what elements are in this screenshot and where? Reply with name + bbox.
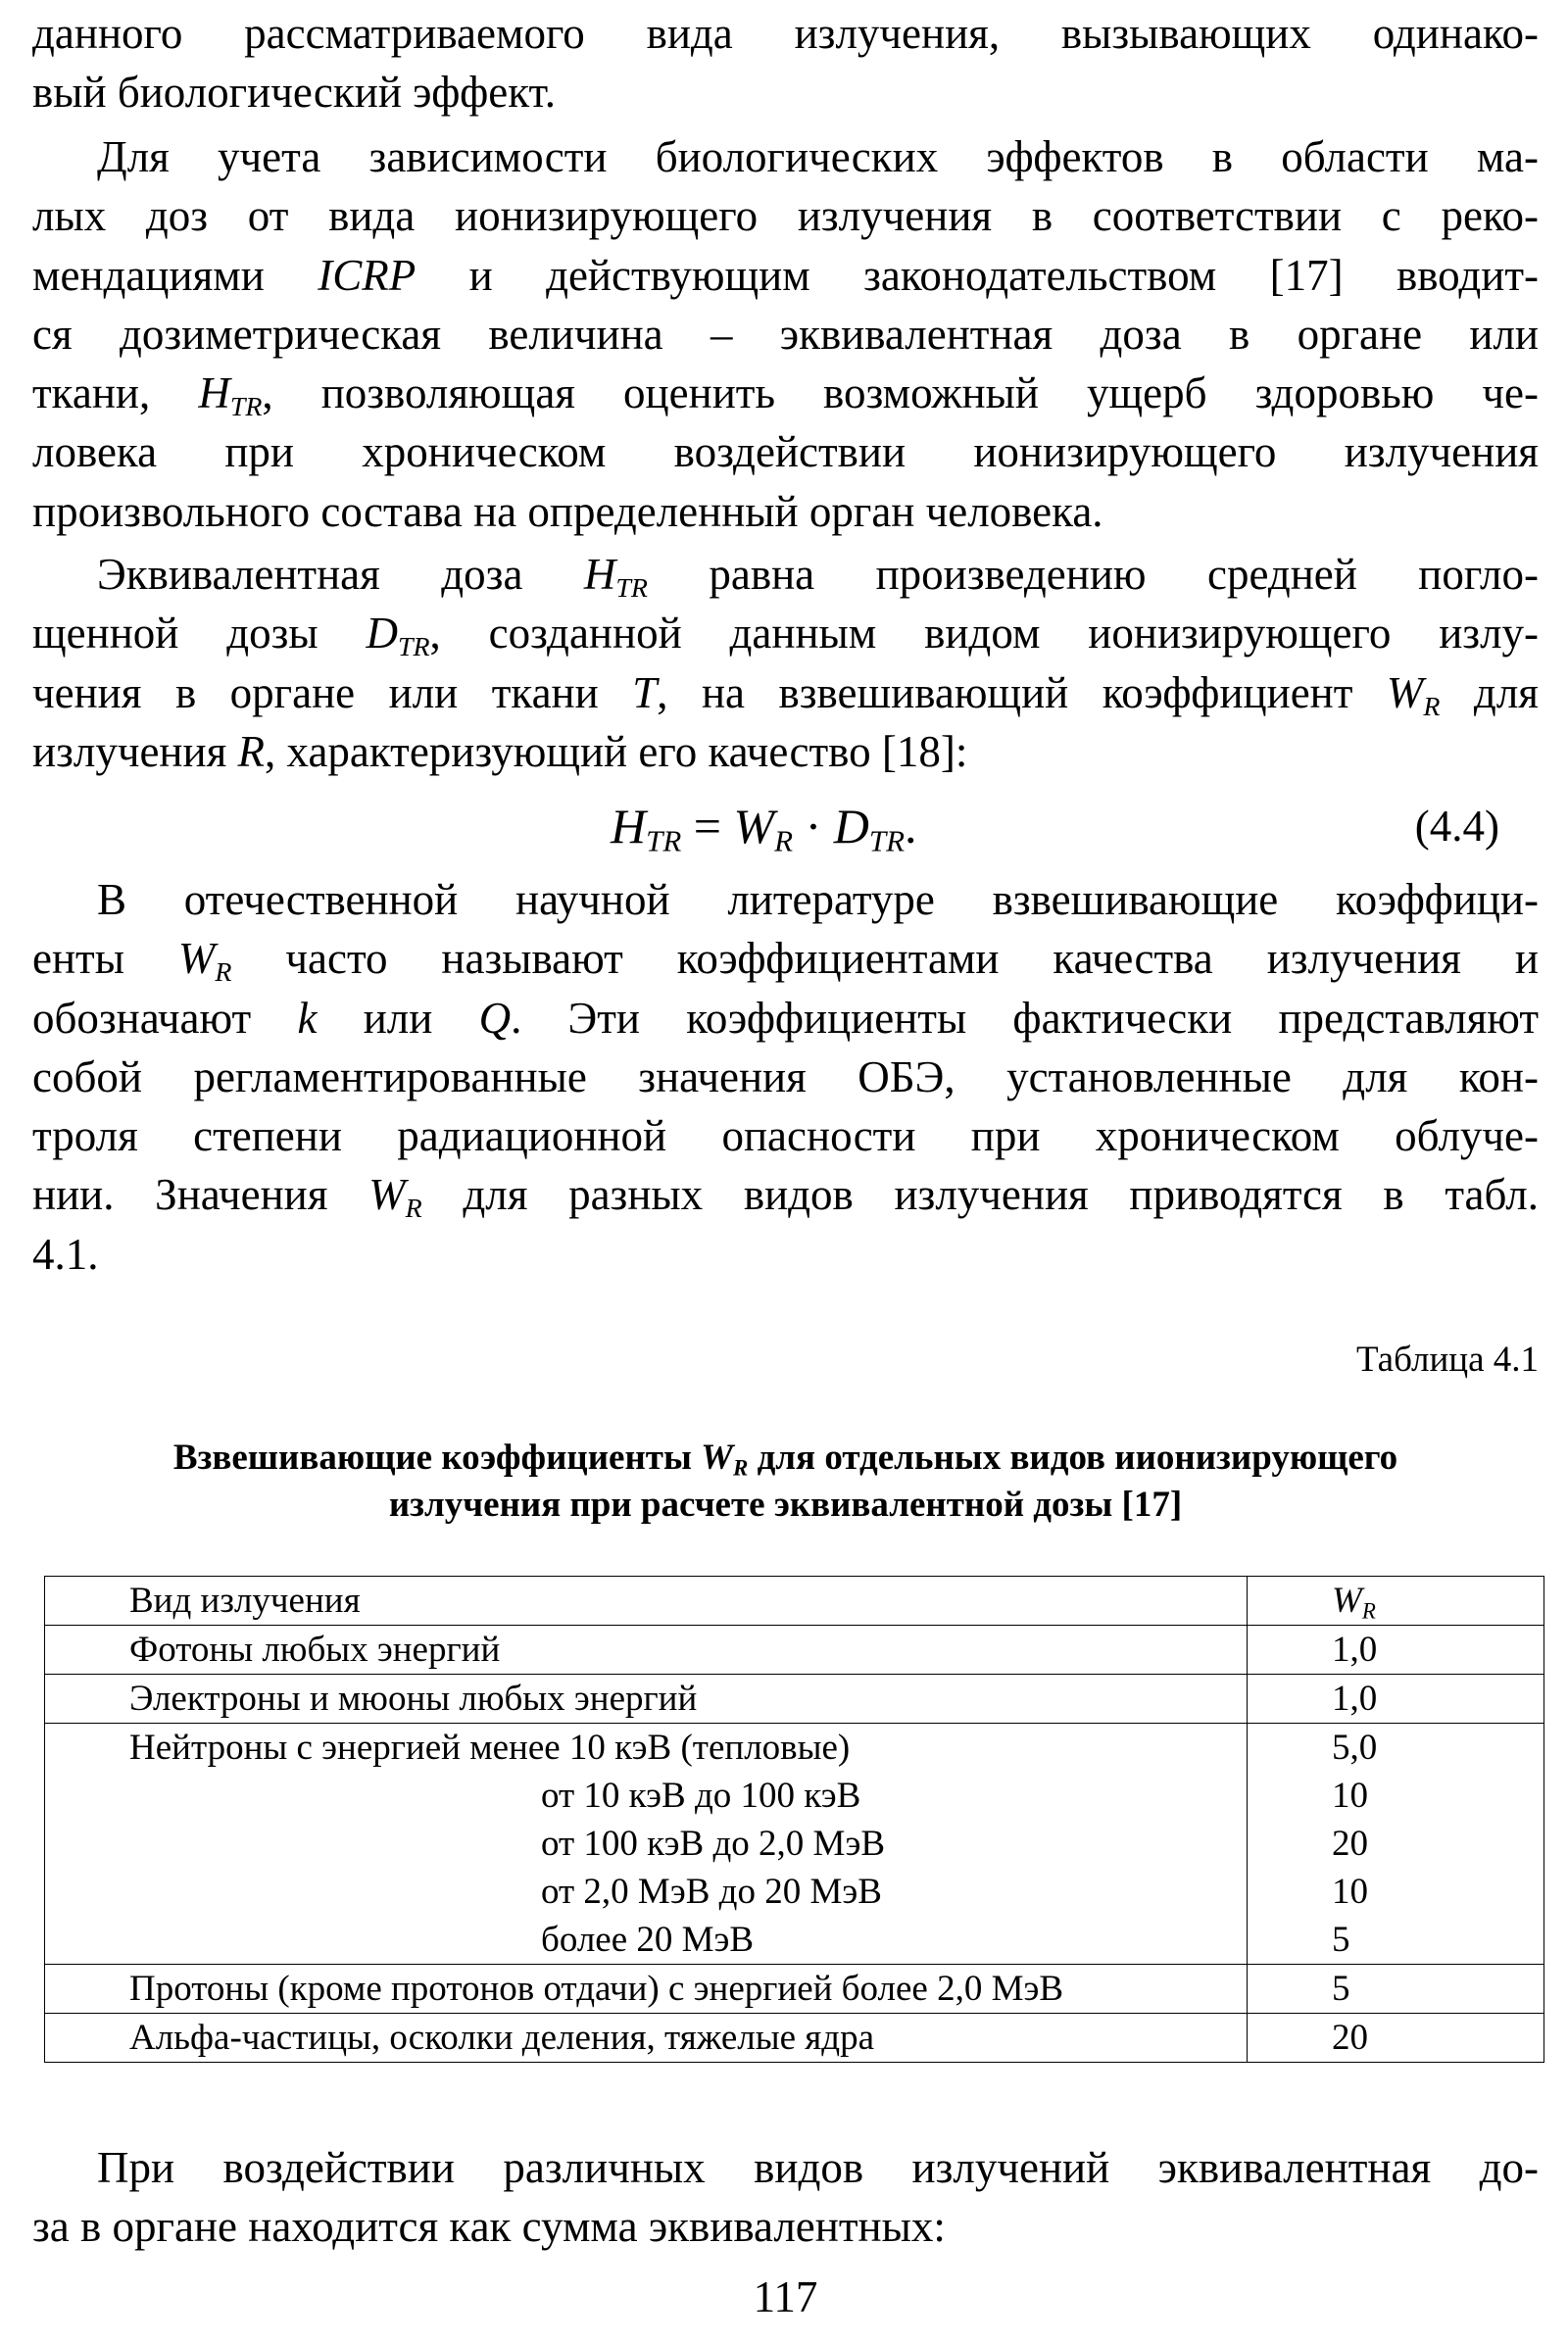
table-row <box>45 1675 1544 1724</box>
radiation-type-cell <box>45 1724 1248 1965</box>
text-line: В отечественной научной литературе взвешивающие коэффици- <box>97 875 1539 924</box>
table-title-line: Взвешивающие коэффициенты $W_R$ для отдельных видов иионизирующего <box>172 1438 1398 1481</box>
neutron-main-label: Нейтроны с энергией менее 10 кэВ (тепловые) <box>129 1728 851 1768</box>
radiation-type-cell: Протоны (кроме протонов отдачи) с энергией более 2,0 МэВ <box>45 1965 1248 2014</box>
wr-value-cell: 1,0 <box>1248 1675 1544 1724</box>
table-title <box>32 1435 1539 1529</box>
table-row <box>45 2014 1544 2063</box>
text-line: Эквивалентная доза $H_{TR}$ равна произведению средней погло- <box>97 550 1539 604</box>
paragraph-3 <box>32 545 1539 781</box>
text-line: нии. Значения $W_R$ для разных видов излучения приводятся в табл. <box>32 1170 1539 1225</box>
table-row <box>45 1626 1544 1675</box>
text-line: собой регламентированные значения ОБЭ, установленные для кон- <box>32 1051 1539 1101</box>
wr-value-cell: 5 <box>1248 1965 1544 2014</box>
text-line: При воздействии различных видов излучений эквивалентная до- <box>97 2143 1539 2192</box>
text-line: произвольного состава на определенный орган человека. <box>32 486 1103 536</box>
formula-number: (4.4) <box>1414 802 1499 851</box>
paragraph-4 <box>32 870 1539 1284</box>
paragraph-5 <box>32 2138 1539 2257</box>
text-line: 4.1. <box>32 1229 99 1279</box>
formula-4-4 <box>32 794 1539 858</box>
text-line: енты $W_R$ часто называют коэффициентами качества излучения и <box>32 934 1539 989</box>
wr-value-cell: 20 <box>1248 2014 1544 2063</box>
radiation-type-cell: Фотоны любых энергий <box>45 1626 1248 1675</box>
text-line: данного рассматриваемого вида излучения, вызывающих одинако- <box>32 9 1539 58</box>
table-row-neutrons <box>45 1724 1544 1965</box>
neutron-range-label: от 2,0 МэВ до 20 МэВ <box>541 1872 882 1912</box>
table-title-line: излучения при расчете эквивалентной дозы [17] <box>388 1485 1183 1525</box>
neutron-range-value: 10 <box>1332 1776 1368 1816</box>
table-row <box>45 1965 1544 2014</box>
header-radiation-type: Вид излучения <box>45 1577 1248 1626</box>
neutron-main-value: 5,0 <box>1332 1728 1378 1768</box>
formula-expression: $H_{TR} = W_R \cdot D_{TR}$. <box>611 799 917 858</box>
neutron-range-value: 5 <box>1332 1920 1350 1960</box>
table-header-row <box>45 1577 1544 1626</box>
radiation-type-cell: Электроны и мюоны любых энергий <box>45 1675 1248 1724</box>
table-caption-number: Таблица 4.1 <box>1356 1340 1539 1380</box>
neutron-range-value: 20 <box>1332 1824 1368 1864</box>
text-line: лых доз от вида ионизирующего излучения в соответствии с реко- <box>32 191 1539 241</box>
text-line: Для учета зависимости биологических эффектов в области ма- <box>97 132 1539 181</box>
neutron-range-label: от 100 кэВ до 2,0 МэВ <box>541 1824 886 1864</box>
text-line: щенной дозы $D_{TR}$, созданной данным видом ионизирующего излу- <box>32 609 1540 663</box>
text-line: обозначают k или Q. Эти коэффициенты фактически представляют <box>32 993 1539 1043</box>
text-line: ткани, $H_{TR}$, позволяющая оценить возможный ущерб здоровью че- <box>32 368 1540 422</box>
paragraph-2 <box>32 127 1539 541</box>
text-line: чения в органе или ткани T, на взвешивающий коэффициент $W_R$ для <box>32 667 1539 722</box>
neutron-range-label: от 10 кэВ до 100 кэВ <box>541 1776 861 1816</box>
header-wr: $W_R$ <box>1248 1577 1544 1626</box>
radiation-type-cell: Альфа-частицы, осколки деления, тяжелые ядра <box>45 2014 1248 2063</box>
page-number: 117 <box>753 2272 818 2321</box>
text-line: ловека при хроническом воздействии ионизирующего излучения <box>32 427 1539 477</box>
paragraph-1 <box>32 4 1539 122</box>
neutron-range-label: более 20 МэВ <box>541 1920 755 1960</box>
text-line: мендациями ICRP и действующим законодательством [17] вводит- <box>32 250 1539 300</box>
neutron-range-value: 10 <box>1332 1872 1368 1912</box>
text-line: троля степени радиационной опасности при хроническом облуче- <box>32 1111 1539 1161</box>
wr-value-cell: 1,0 <box>1248 1626 1544 1675</box>
wr-value-cell <box>1248 1724 1544 1965</box>
weighting-factors-table <box>44 1576 1544 2063</box>
text-line: излучения R, характеризующий его качество [18]: <box>32 726 968 776</box>
text-line: вый биологический эффект. <box>32 68 557 118</box>
text-line: за в органе находится как сумма эквивалентных: <box>32 2202 946 2252</box>
text-line: ся дозиметрическая величина – эквивалентная доза в органе или <box>32 309 1539 359</box>
